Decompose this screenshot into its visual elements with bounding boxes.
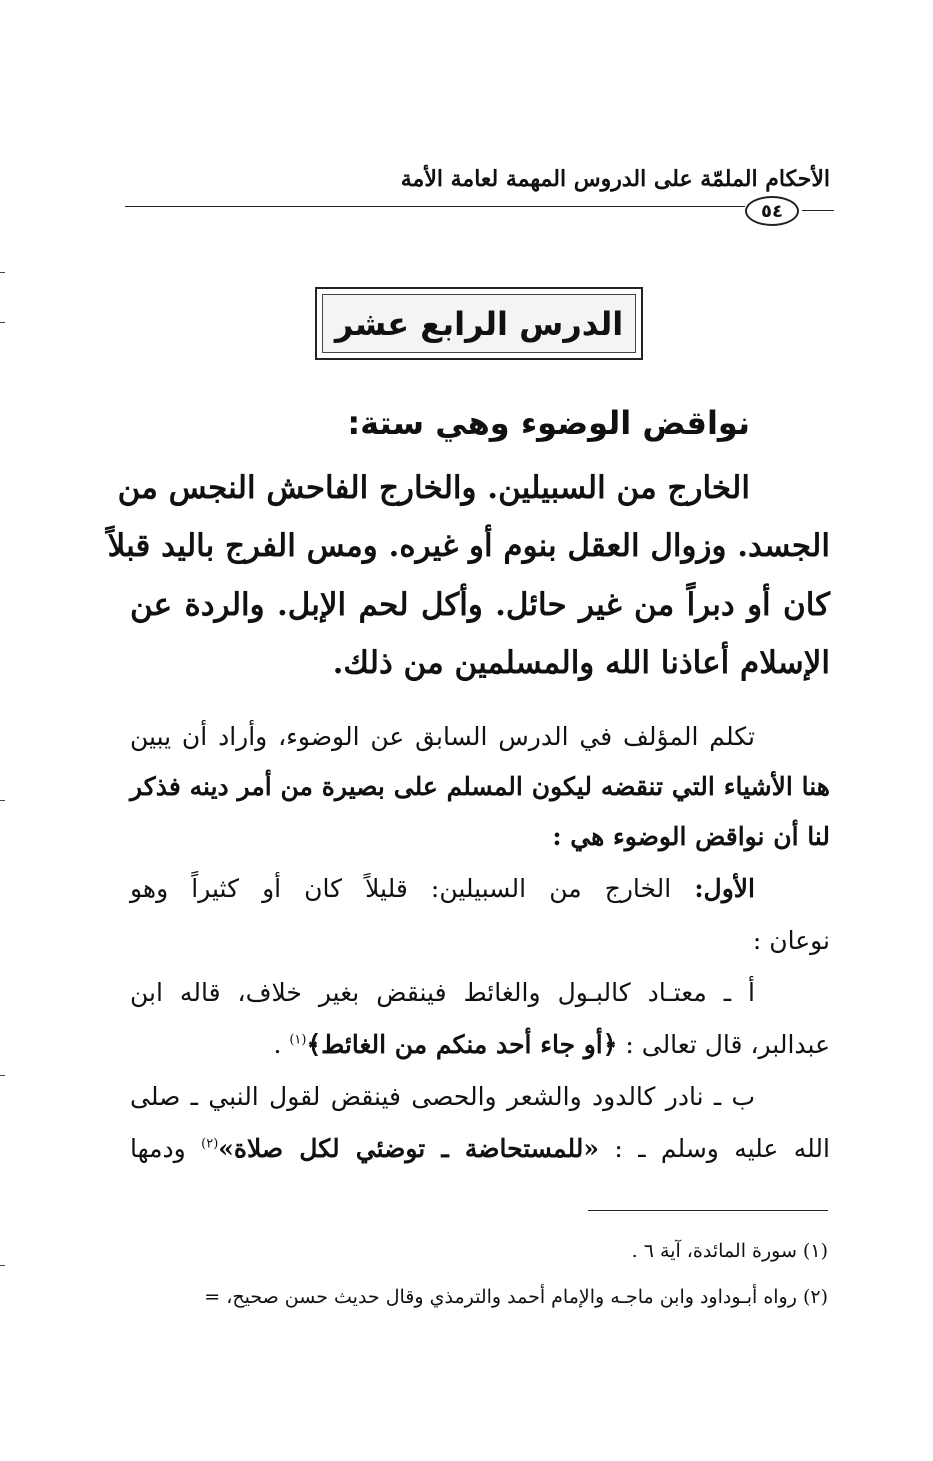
scan-margin-mark bbox=[0, 322, 5, 323]
section-heading: نواقض الوضوء وهي ستة: bbox=[347, 404, 750, 442]
commentary-line: أ ـ معتـاد كالبـول والغائط فينقض بغير خلاف، قاله ابن bbox=[130, 978, 755, 1007]
hadith-quote: «للمستحاضة ـ توضئي لكل صلاة» bbox=[218, 1134, 600, 1163]
running-header-title: الأحكام الملمّة على الدروس المهمة لعامة الأمة bbox=[400, 166, 830, 192]
commentary-line: تكلم المؤلف في الدرس السابق عن الوضوء، وأراد أن يبين bbox=[130, 722, 755, 751]
header-rule-right bbox=[802, 210, 834, 211]
lesson-title: الدرس الرابع عشر bbox=[322, 294, 636, 353]
point-label: الأول: bbox=[694, 874, 755, 903]
commentary-line-quran bbox=[273, 1030, 830, 1059]
scan-margin-mark bbox=[0, 272, 5, 273]
header-rule bbox=[125, 206, 745, 207]
main-text-line: كان أو دبراً من غير حائل. وأكل لحم الإبل. والردة عن bbox=[130, 587, 830, 623]
main-text-line: الخارج من السبيلين. والخارج الفاحش النجس من bbox=[117, 470, 750, 506]
footnote-ref: (٢) bbox=[201, 1136, 219, 1152]
scan-margin-mark bbox=[0, 800, 5, 801]
quote-intro: عبدالبر، قال تعالى : bbox=[625, 1030, 830, 1059]
commentary-line: ب ـ نادر كالدود والشعر والحصى فينقض لقول النبي ـ صلى bbox=[130, 1082, 755, 1111]
footnote-separator bbox=[588, 1210, 828, 1211]
quran-quote: ﴿أو جاء أحد منكم من الغائط﴾ bbox=[306, 1030, 618, 1059]
point-text: الخارج من السبيلين: قليلاً كان أو كثيراً وهو bbox=[130, 874, 672, 903]
commentary-line-hadith bbox=[130, 1134, 830, 1163]
footnote-1: (١) سورة المائدة، آية ٦ . bbox=[631, 1240, 828, 1262]
main-text-line: الجسد. وزوال العقل بنوم أو غيره. ومس الفرج باليد قبلاً bbox=[107, 528, 830, 564]
main-text-line: الإسلام أعاذنا الله والمسلمين من ذلك. bbox=[332, 645, 830, 681]
commentary-line-first bbox=[130, 874, 755, 903]
hadith-intro: الله عليه وسلم ـ : bbox=[614, 1134, 830, 1163]
footnote-ref: (١) bbox=[289, 1032, 307, 1048]
footnote-2: (٢) رواه أبـوداود وابن ماجـه والإمام أحمد والترمذي وقال حديث حسن صحيح، = bbox=[204, 1286, 828, 1308]
commentary-line: نوعان : bbox=[752, 926, 830, 955]
sentence-end: . bbox=[273, 1030, 282, 1059]
commentary-line: هنا الأشياء التي تنقضه ليكون المسلم على بصيرة من أمر دينه فذكر bbox=[130, 772, 830, 801]
page-number-badge: ٥٤ bbox=[745, 196, 799, 226]
continuation: ودمها bbox=[130, 1134, 186, 1163]
lesson-title-frame bbox=[315, 287, 643, 360]
commentary-line: لنا أن نواقض الوضوء هي : bbox=[552, 822, 830, 851]
scan-margin-mark bbox=[0, 1265, 5, 1266]
scan-margin-mark bbox=[0, 1075, 5, 1076]
